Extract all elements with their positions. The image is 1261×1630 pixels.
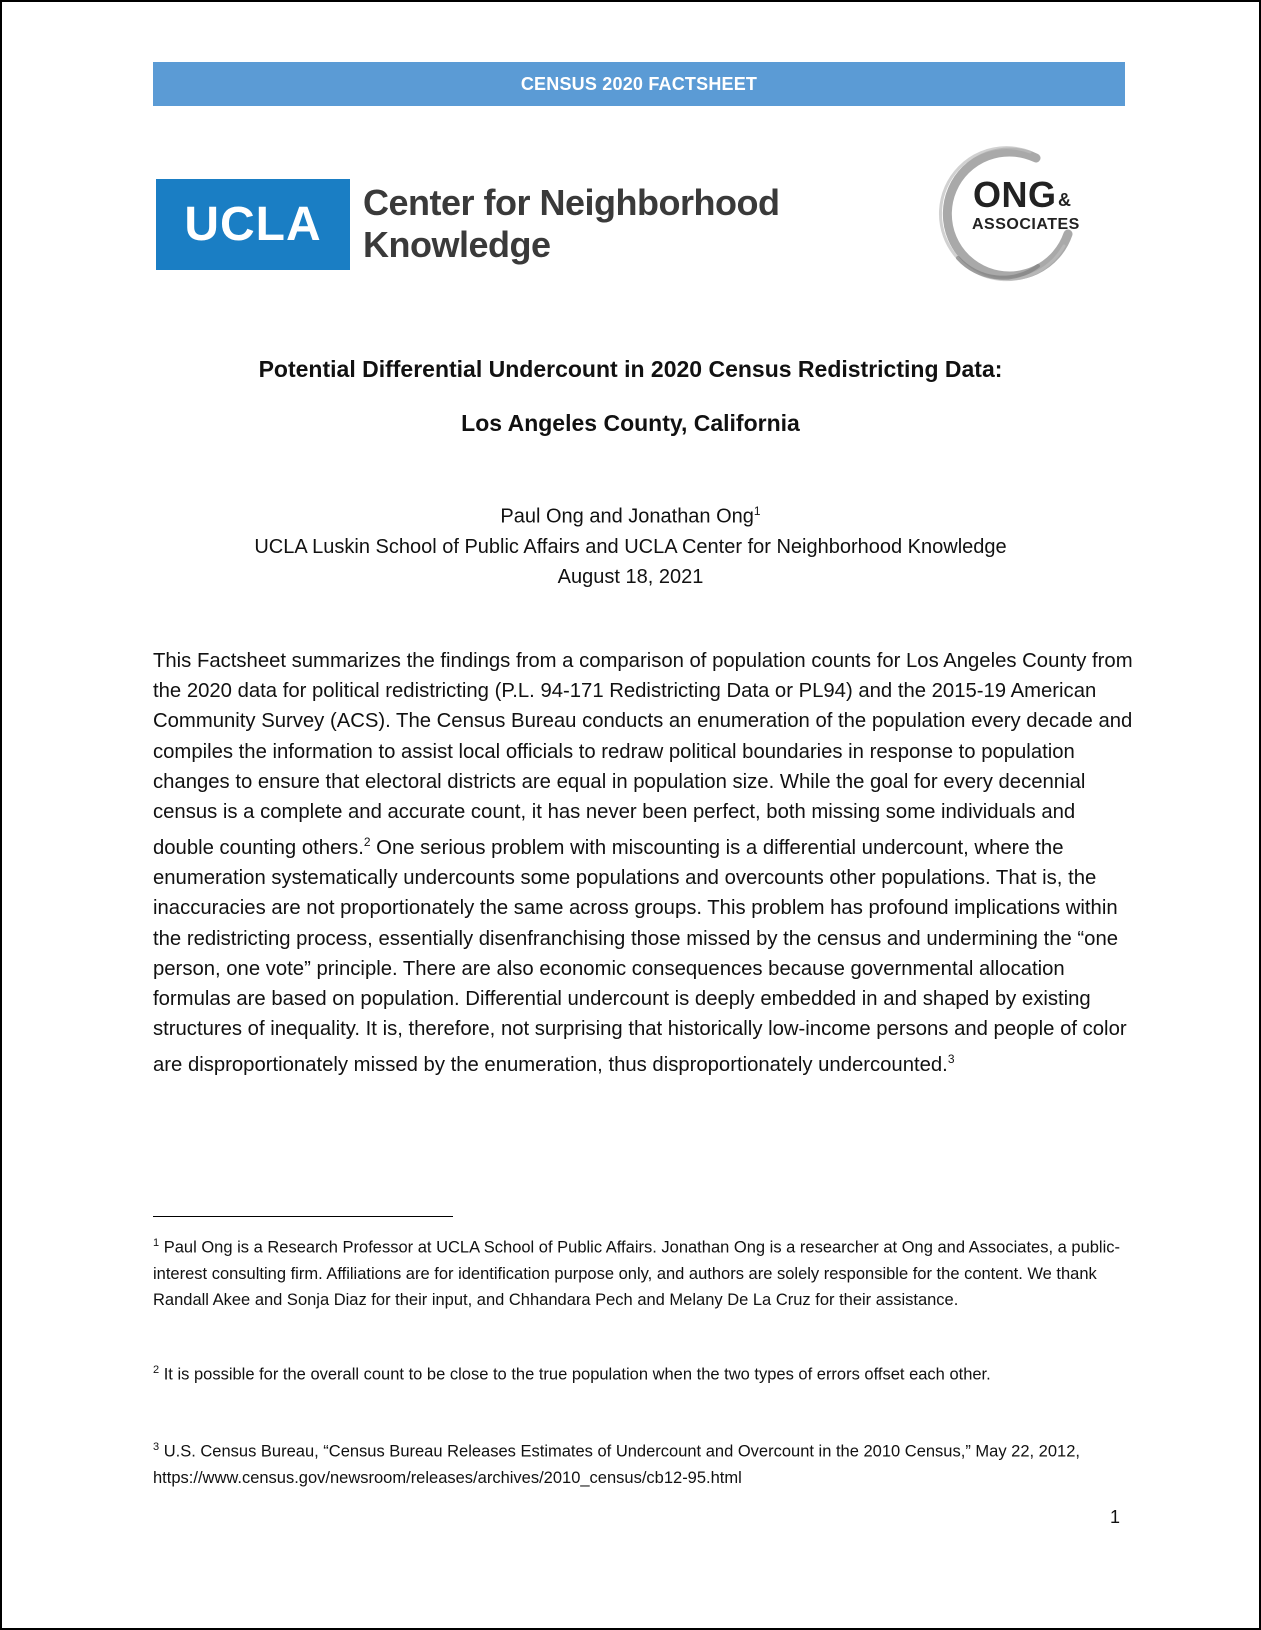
footnote-3 [153, 1434, 1128, 1491]
ucla-logo-text: UCLA [184, 198, 322, 251]
footnote-2 [153, 1357, 1128, 1388]
factsheet-banner [153, 62, 1125, 106]
footnote-3-text: U.S. Census Bureau, “Census Bureau Releases Estimates of Undercount and Overcount in the 2010 Census,” May 22, 2012, https://www.census.gov/newsroom/releases/archives/2010_census/cb12-95.html [153, 1442, 1080, 1487]
affiliation: UCLA Luskin School of Public Affairs and UCLA Center for Neighborhood Knowledge [254, 535, 1007, 558]
document-title: Potential Differential Undercount in 2020 Census Redistricting Data: [258, 356, 1003, 382]
footnote-2-num: 2 [153, 1364, 160, 1376]
footnote-ref-1: 1 [753, 504, 761, 518]
ong-logo-main: ONG [973, 174, 1057, 215]
cnk-logo-line1: Center for Neighborhood [363, 182, 780, 223]
footnote-1 [153, 1230, 1128, 1313]
byline [100, 496, 1161, 592]
footnote-separator [153, 1216, 453, 1217]
footnote-1-text: Paul Ong is a Research Professor at UCLA School of Public Affairs. Jonathan Ong is a researcher at Ong and Associates, a public-interest consulting firm. Affiliations are for identification purpose only, and authors are solely responsible for the content. We thank Randall Akee and Sonja Diaz for their input, and Chhandara Pech and Melany De La Cruz for their assistance. [153, 1238, 1121, 1309]
ong-associates-logo [918, 138, 1098, 283]
authors-text: Paul Ong and Jonathan Ong [500, 505, 754, 528]
footnote-ref-2: 2 [363, 835, 371, 850]
banner-label: CENSUS 2020 FACTSHEET [520, 73, 758, 94]
body-text-part2: One serious problem with miscounting is a differential undercount, where the enumeration systematically undercounts some populations and overcounts other populations. That is, the inaccuracies are not proportionately the same across groups. This problem has profound implications within the redistricting process, essentially disenfranchising those missed by the census and undermining the “one person, one vote” principle. There are also economic consequences because governmental allocation formulas are based on population. Differential undercount is deeply embedded in and shaped by existing structures of inequality. It is, therefore, not surprising that historically low-income persons and people of color are disproportionately missed by the enumeration, thus disproportionately undercounted. [153, 836, 1127, 1077]
cnk-logo-wordmark [363, 182, 779, 266]
footnote-ref-3: 3 [947, 1052, 955, 1067]
ong-logo-associates: ASSOCIATES [972, 216, 1080, 233]
body-paragraph [153, 646, 1133, 1080]
publication-date: August 18, 2021 [557, 565, 704, 588]
document-subtitle: Los Angeles County, California [461, 410, 800, 436]
authors [100, 496, 1161, 532]
ong-logo-amp: & [1058, 190, 1071, 210]
footnote-3-num: 3 [153, 1441, 160, 1453]
body-text-part1: This Factsheet summarizes the findings from a comparison of population counts for Los Angeles County from the 2020 data for political redistricting (P.L. 94-171 Redistricting Data or PL94) and the 2015-19 American Community Survey (ACS). The Census Bureau conducts an enumeration of the population every decade and compiles the information to assist local officials to redraw political boundaries in response to population changes to ensure that electoral districts are equal in population size. While the goal for every decennial census is a complete and accurate count, it has never been perfect, both missing some individuals and double counting others. [153, 650, 1133, 859]
footnote-2-text: It is possible for the overall count to be close to the true population when the two types of errors offset each other. [159, 1365, 991, 1384]
page-number: 1 [1110, 1507, 1121, 1527]
cnk-logo-line2: Knowledge [363, 224, 551, 265]
footnote-1-num: 1 [153, 1237, 160, 1249]
ucla-logo [156, 179, 350, 270]
